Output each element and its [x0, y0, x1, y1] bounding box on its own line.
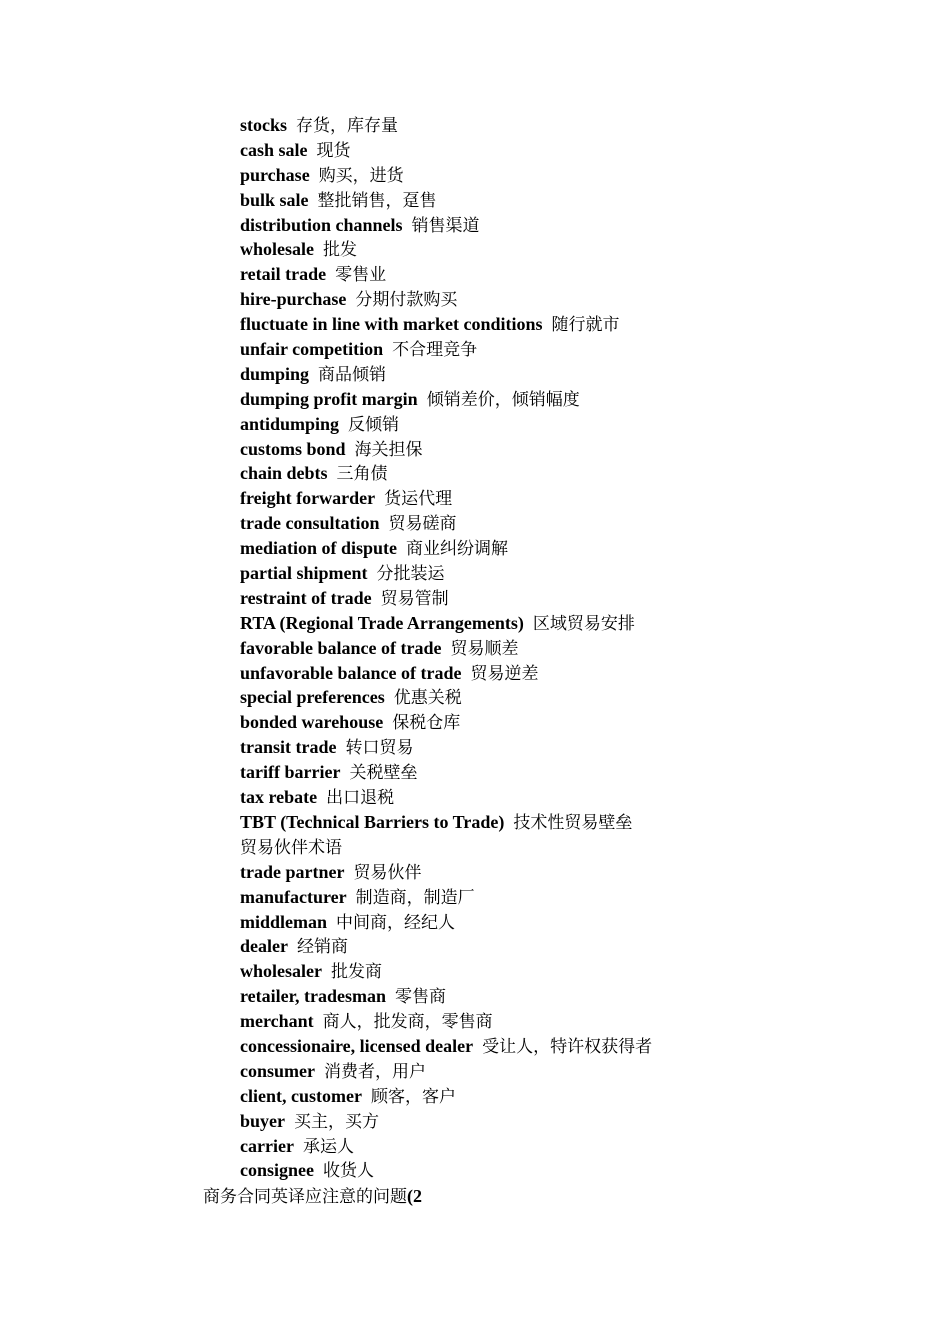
glossary-translation: 现货: [316, 140, 351, 161]
glossary-term: fluctuate in line with market conditions: [240, 314, 543, 335]
glossary-term: buyer: [240, 1110, 285, 1131]
section-heading-number: (2: [407, 1186, 422, 1206]
glossary-entry: [240, 1059, 920, 1084]
glossary-entry: [240, 785, 920, 810]
glossary-entry: [240, 661, 920, 686]
glossary-translation: 货运代理: [384, 489, 453, 510]
glossary-entry: [240, 835, 920, 860]
glossary-term: dumping profit margin: [240, 388, 418, 409]
glossary-translation: 贸易伙伴: [353, 862, 422, 883]
glossary-entry: [240, 810, 920, 835]
glossary-term: freight forwarder: [240, 488, 376, 509]
glossary-translation: 出口退税: [326, 788, 395, 809]
glossary-term: middleman: [240, 911, 328, 932]
glossary-translation: 关税壁垒: [349, 763, 418, 784]
glossary-term: stocks: [240, 115, 288, 135]
glossary-translation: 倾销差价，倾销幅度: [426, 389, 580, 410]
glossary-entry: [240, 710, 920, 735]
glossary-translation: 销售渠道: [411, 215, 480, 236]
glossary-translation: 购买，进货: [318, 165, 404, 186]
glossary-entry: [240, 188, 920, 213]
glossary-translation: 受让人，特许权获得者: [482, 1036, 653, 1057]
glossary-translation: 制造商，制造厂: [355, 887, 475, 908]
glossary-term: trade partner: [240, 861, 345, 882]
glossary-entry: [240, 685, 920, 710]
glossary-term: consumer: [240, 1060, 315, 1081]
glossary-entry: [240, 536, 920, 561]
glossary-term: retail trade: [240, 264, 327, 285]
glossary-entry: [240, 1009, 920, 1034]
glossary-term: consignee: [240, 1160, 314, 1181]
glossary-term: trade consultation: [240, 513, 380, 534]
glossary-translation: 经销商: [296, 937, 348, 958]
glossary-term: carrier: [240, 1135, 294, 1156]
glossary-term: chain debts: [240, 463, 328, 484]
glossary-term: special preferences: [240, 687, 385, 708]
glossary-translation: 批发: [323, 240, 357, 261]
section-heading: [203, 1183, 422, 1209]
glossary-entry: [240, 138, 920, 163]
glossary-translation: 商人，批发商，零售商: [322, 1012, 493, 1033]
glossary-entry: [240, 934, 920, 959]
glossary-entry: [240, 412, 920, 437]
glossary-term: wholesale: [240, 239, 314, 260]
glossary-term: restraint of trade: [240, 587, 372, 608]
glossary-term: hire-purchase: [240, 289, 347, 310]
glossary-entry: [240, 984, 920, 1009]
glossary-entry: [240, 561, 920, 586]
glossary-entry: [240, 1134, 920, 1159]
glossary-entry: [240, 1084, 920, 1109]
glossary-translation: 保税仓库: [392, 713, 461, 734]
glossary-term: bulk sale: [240, 189, 309, 210]
glossary-translation: 整批销售，趸售: [317, 190, 437, 211]
glossary-entry: [240, 163, 920, 188]
glossary-term: bonded warehouse: [240, 712, 384, 733]
glossary-entry: [240, 586, 920, 611]
glossary-translation: 批发商: [330, 962, 382, 983]
glossary-translation: 贸易顺差: [450, 638, 519, 659]
glossary-term: unfavorable balance of trade: [240, 662, 462, 683]
glossary-term: wholesaler: [240, 961, 322, 982]
glossary-entry: [240, 735, 920, 760]
glossary-translation: 不合理竞争: [392, 340, 478, 361]
glossary-entry: [240, 461, 920, 486]
glossary-entry: [240, 885, 920, 910]
glossary-entry: [240, 511, 920, 536]
glossary-term: merchant: [240, 1011, 314, 1032]
glossary-entry: [240, 1158, 920, 1183]
glossary-translation: 海关担保: [354, 439, 423, 460]
glossary-translation: 商业纠纷调解: [406, 539, 509, 560]
glossary-translation: 反倾销: [348, 414, 400, 435]
glossary-entry: [240, 113, 920, 138]
glossary-term: dumping: [240, 363, 310, 384]
glossary-term: mediation of dispute: [240, 538, 398, 559]
glossary-entry: [240, 1109, 920, 1134]
glossary-translation: 中间商，经纪人: [336, 912, 456, 933]
glossary-term: partial shipment: [240, 563, 368, 584]
glossary-translation: 区域贸易安排: [532, 613, 635, 634]
glossary-term: distribution channels: [240, 214, 403, 235]
glossary-entry: [240, 959, 920, 984]
glossary-entry: [240, 237, 920, 262]
glossary-entry: [240, 213, 920, 238]
glossary-term: client, customer: [240, 1085, 362, 1106]
glossary-term: unfair competition: [240, 339, 384, 360]
glossary-translation: 贸易逆差: [470, 663, 539, 684]
glossary-term: retailer, tradesman: [240, 986, 386, 1007]
glossary-translation: 买主，买方: [294, 1111, 379, 1132]
glossary-term: RTA (Regional Trade Arrangements): [240, 612, 524, 633]
glossary-translation: 转口贸易: [345, 738, 414, 759]
glossary-entry: [240, 611, 920, 636]
glossary-entry: [240, 860, 920, 885]
glossary-term: favorable balance of trade: [240, 637, 442, 658]
glossary-translation: 存货，库存量: [296, 116, 399, 136]
subsection-title: 贸易伙伴术语: [240, 837, 342, 858]
glossary-entry: [240, 312, 920, 337]
glossary-entry: [240, 636, 920, 661]
glossary-term: dealer: [240, 936, 288, 957]
glossary-translation: 承运人: [302, 1136, 354, 1157]
glossary-term: TBT (Technical Barriers to Trade): [240, 811, 505, 832]
glossary-translation: 三角债: [336, 464, 388, 485]
glossary-entry: [240, 437, 920, 462]
glossary-term: customs bond: [240, 438, 346, 459]
glossary-translation: 零售商: [394, 987, 446, 1008]
glossary-list: [240, 113, 920, 1183]
glossary-entry: [240, 910, 920, 935]
glossary-term: manufacturer: [240, 886, 347, 907]
glossary-translation: 收货人: [323, 1161, 374, 1182]
glossary-translation: 顾客，客户: [370, 1086, 456, 1107]
glossary-term: cash sale: [240, 139, 308, 160]
glossary-entry: [240, 387, 920, 412]
glossary-translation: 优惠关税: [393, 688, 462, 709]
glossary-term: tariff barrier: [240, 762, 341, 783]
glossary-translation: 分批装运: [376, 564, 445, 585]
glossary-translation: 消费者，用户: [324, 1061, 426, 1082]
glossary-translation: 零售业: [335, 265, 387, 286]
glossary-term: transit trade: [240, 737, 337, 758]
section-heading-text: 商务合同英译应注意的问题: [203, 1187, 407, 1207]
glossary-entry: [240, 262, 920, 287]
glossary-entry: [240, 760, 920, 785]
glossary-translation: 随行就市: [551, 315, 620, 336]
glossary-translation: 贸易磋商: [388, 514, 457, 535]
glossary-translation: 商品倾销: [318, 364, 387, 385]
glossary-term: purchase: [240, 164, 310, 185]
glossary-entry: [240, 1034, 920, 1059]
glossary-entry: [240, 287, 920, 312]
glossary-entry: [240, 337, 920, 362]
glossary-translation: 贸易管制: [380, 588, 449, 609]
glossary-term: concessionaire, licensed dealer: [240, 1035, 474, 1056]
glossary-term: tax rebate: [240, 787, 318, 808]
glossary-entry: [240, 486, 920, 511]
glossary-entry: [240, 362, 920, 387]
glossary-translation: 分期付款购买: [355, 290, 458, 311]
glossary-term: antidumping: [240, 413, 340, 434]
glossary-translation: 技术性贸易壁垒: [513, 812, 633, 833]
